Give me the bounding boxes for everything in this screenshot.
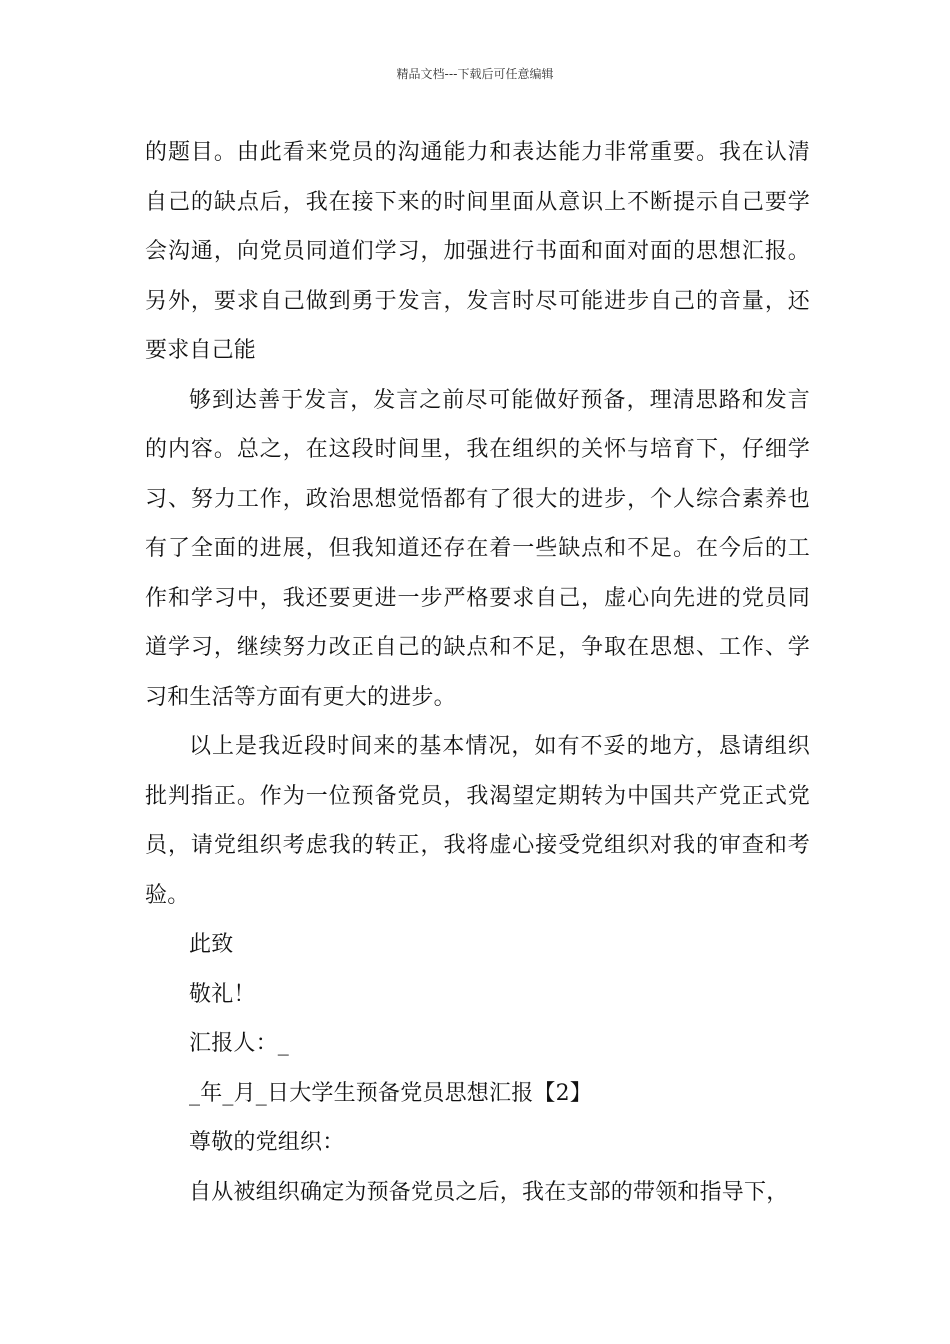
document-body: [145, 128, 810, 1217]
paragraph-summary: 够到达善于发言，发言之前尽可能做好预备，理清思路和发言的内容。总之，在这段时间里，我在组织的关怀与培育下，仔细学习、努力工作，政治思想觉悟都有了很大的进步，个人综合素养也有了全面的进展，但我知道还存在着一些缺点和不足。在今后的工作和学习中，我还要更进一步严格要求自己，虚心向先进的党员同道学习，继续努力改正自己的缺点和不足，争取在思想、工作、学习和生活等方面有更大的进步。: [145, 387, 810, 710]
paragraph-conclusion: 以上是我近段时间来的基本情况，如有不妥的地方，恳请组织批判指正。作为一位预备党员，我渴望定期转为中国共产党正式党员，请党组织考虑我的转正，我将虚心接受党组织对我的审查和考验。: [145, 734, 810, 908]
page-watermark-header: 精品文档---下载后可任意编辑: [396, 67, 554, 81]
next-report-title: _年_月_日大学生预备党员思想汇报【2】: [189, 1080, 592, 1106]
reporter-signature: 汇报人：_: [189, 1031, 290, 1056]
addressee: 尊敬的党组织：: [189, 1130, 345, 1155]
closing-salutation: 此致: [189, 932, 234, 957]
closing-regards: 敬礼！: [189, 981, 256, 1007]
paragraph-continuation: 的题目。由此看来党员的沟通能力和表达能力非常重要。我在认清自己的缺点后，我在接下来的时间里面从意识上不断提示自己要学会沟通，向党员同道们学习，加强进行书面和面对面的思想汇报。另外，要求自己做到勇于发言，发言时尽可能进步自己的音量，还要求自己能: [145, 140, 810, 363]
opening-sentence: 自从被组织确定为预备党员之后，我在支部的带领和指导下，: [189, 1179, 789, 1205]
